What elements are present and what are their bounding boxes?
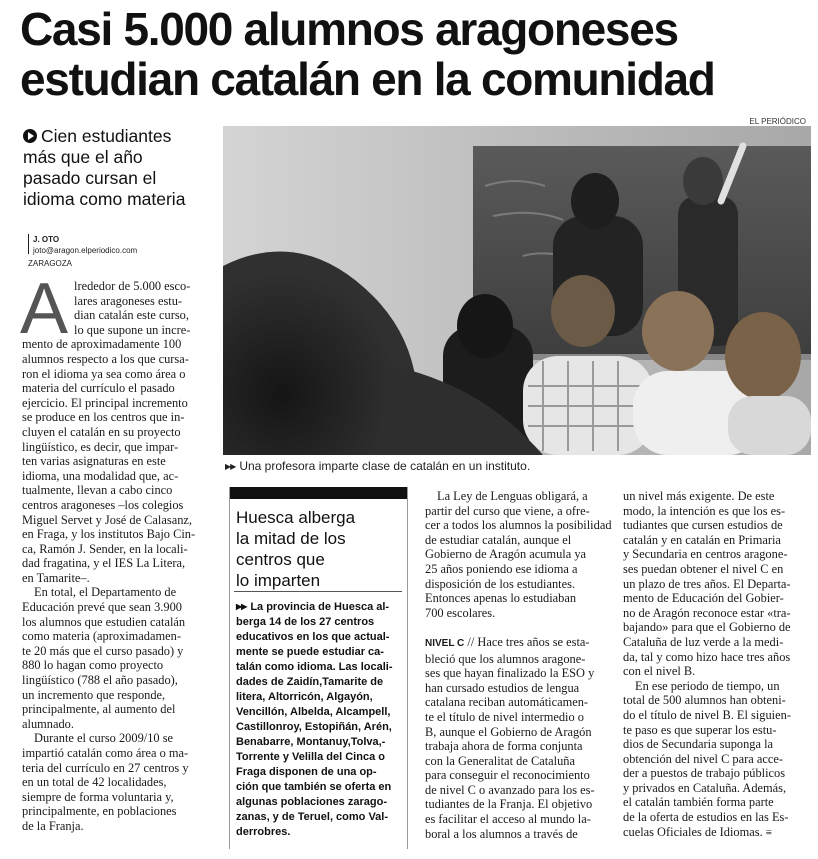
article-paragraph-4: [425, 489, 610, 620]
text-line: han cursado estudios de lengua: [425, 680, 580, 695]
sidebar-line: dades de Zaidín,Tamarite de: [236, 676, 384, 688]
text-line: como materia (aproximadamen-: [22, 629, 181, 644]
sidebar-top-bar: [230, 487, 407, 499]
text-line: un incremento que responde,: [22, 687, 166, 702]
text-line: principalmente, en poblaciones: [22, 804, 177, 819]
text-line: trabaja ahora de forma conjunta: [425, 739, 583, 754]
text-line: do el título de nivel B. El siguien-: [623, 707, 791, 722]
headline-line-2: estudian catalán en la comunidad: [20, 53, 715, 105]
sidebar-line: algunas poblaciones zarago-: [236, 796, 387, 808]
text-line: un nivel más exigente. De este: [623, 489, 775, 503]
text-line: cuelas Oficiales de Idiomas.: [623, 824, 763, 839]
dropcap: A: [20, 269, 69, 349]
text-line: boral a los alumnos a través de: [425, 826, 578, 841]
play-icon: [23, 129, 37, 143]
text-line: materia del currículo el pasado: [22, 381, 175, 396]
article-column-1: [20, 269, 215, 834]
text-line: cer a todos los alumnos la posibilidad: [425, 518, 612, 533]
sidebar-title-line: Huesca alberga: [236, 508, 356, 527]
text-line: de la Franja.: [22, 818, 84, 833]
text-line: Durante el curso 2009/10 se: [34, 731, 174, 746]
text-line: En ese periodo de tiempo, un: [635, 678, 780, 693]
sidebar-line: Vencillón, Albelda, Alcampell,: [236, 706, 391, 718]
sidebar-line: Benabarre, Montanuy,Tolva,-: [236, 736, 386, 748]
text-line: teria del currículo en 27 centros y: [22, 760, 189, 775]
text-line: La Ley de Lenguas obligará, a: [437, 489, 588, 503]
text-line: con el nivel B.: [623, 664, 696, 679]
text-line: no de Aragón reconoce estar «tra-: [623, 605, 791, 620]
text-line: tudiantes de la Franja. El objetivo: [425, 797, 593, 812]
sidebar-title-line: lo imparten: [236, 571, 321, 590]
sidebar-line: mente se puede estudiar ca-: [236, 646, 384, 658]
text-line: te paso es que superar los estu-: [623, 722, 777, 737]
sidebar-box: [229, 487, 408, 849]
sidebar-line: berga 14 de los 27 centros: [236, 616, 375, 628]
text-line: Educación prevé que sean 3.900: [22, 600, 182, 615]
text-line: los alumnos que estudien catalán: [22, 614, 186, 629]
text-line: lrededor de 5.000 esco-: [74, 279, 191, 293]
text-line: 25 años poniendo ese idioma a: [425, 561, 578, 576]
text-line: centros aragoneses –los colegios: [22, 497, 184, 512]
text-line: 880 lo hagan como proyecto: [22, 658, 164, 673]
photo-caption: [225, 459, 810, 473]
text-line: siempre de forma voluntaria y,: [22, 789, 174, 804]
article-paragraph-1: [20, 269, 215, 585]
text-line: modo, la intención es que los es-: [623, 503, 786, 518]
text-line: idioma, una modalidad que, ac-: [22, 468, 179, 483]
classroom-photo: [223, 126, 811, 455]
text-line: Cataluña de luz verde a la medi-: [623, 634, 784, 649]
text-line: ses que hayan finalizado la ESO y: [425, 666, 595, 681]
byline-email[interactable]: joto@aragon.elperiodico.com: [33, 246, 138, 255]
headline-line-1: Casi 5.000 alumnos aragoneses: [20, 3, 678, 55]
text-line: En total, el Departamento de: [34, 585, 177, 600]
text-line: obtención del nivel C para acce-: [623, 751, 783, 766]
text-line: para conseguir el reconocimiento: [425, 768, 590, 783]
article-column-3: [425, 489, 610, 841]
double-arrow-icon: ▶▶: [236, 602, 247, 611]
text-line: y privados en Cataluña. Además,: [623, 780, 787, 795]
text-line: con la Generalitat de Cataluña: [425, 753, 575, 768]
text-line: en Tamarite–.: [22, 570, 90, 585]
double-arrow-icon: ▶▶: [225, 462, 236, 471]
article-paragraph-6: [623, 489, 809, 679]
text-line: Entonces apenas lo estudiaban: [425, 591, 577, 606]
end-of-article-icon: ≡: [765, 826, 773, 839]
sidebar-title-line: centros que: [236, 550, 325, 569]
text-line: se produce en los centros que in-: [22, 410, 185, 425]
subheadline-line: Cien estudiantes: [41, 126, 172, 146]
text-line: ron el idioma ya sea como área o: [22, 366, 186, 381]
text-line: ejercicio. El principal incremento: [22, 395, 188, 410]
headline: [20, 4, 810, 104]
text-line: alumnos respecto a los que cursa-: [22, 351, 189, 366]
article-paragraph-3: [22, 731, 215, 833]
text-line: dian catalán este curso,: [74, 308, 189, 323]
sidebar-line: ción que también se oferta en: [236, 781, 392, 793]
text-line: lares aragoneses estu-: [74, 293, 183, 308]
text-line: te el título de nivel intermedio o: [425, 709, 584, 724]
text-line: der a puestos de trabajo públicos: [623, 766, 786, 781]
text-line: ses puedan obtener el nivel C en: [623, 561, 784, 576]
article-paragraph-5: [425, 635, 610, 841]
sidebar-title-line: la mitad de los: [236, 529, 346, 548]
photo-caption-text: Una profesora imparte clase de catalán en un instituto.: [239, 459, 531, 473]
sidebar-line: Torrente y Velilla del Cinca o: [236, 751, 385, 763]
classroom-photo-illustration: [223, 126, 811, 455]
text-line: tualmente, llevan a cabo cinco: [22, 483, 173, 498]
text-line: bajando» para que el Gobierno de: [623, 620, 791, 635]
sidebar-title: [236, 507, 404, 591]
text-line: Gobierno de Aragón acumula ya: [425, 547, 587, 562]
text-line: total de 500 alumnos han obteni-: [623, 693, 786, 708]
text-line: lingüístico, es decir, que impar-: [22, 439, 179, 454]
article-paragraph-7: [623, 679, 809, 841]
text-line: el catalán también forma parte: [623, 795, 774, 810]
text-line: disposición de los estudiantes.: [425, 576, 576, 591]
text-line: alumnado.: [22, 716, 74, 731]
article-column-4: [623, 489, 809, 840]
sidebar-line: Fraga disponen de una op-: [236, 766, 377, 778]
sidebar-line: zanas, y de Teruel, como Val-: [236, 811, 389, 823]
text-line: dios de Secundaria suponga la: [623, 737, 774, 752]
text-line: catalana reciban automáticamen-: [425, 695, 589, 710]
text-line: impartió catalán como área o ma-: [22, 746, 189, 760]
text-line: da, tal y como hizo hace tres años: [623, 649, 791, 664]
byline-location: ZARAGOZA: [28, 259, 73, 268]
text-line: cluyen el catalán en su proyecto: [22, 424, 181, 439]
photo-credit: EL PERIÓDICO: [749, 117, 806, 126]
text-line: de estudiar catalán, aunque el: [425, 532, 572, 547]
text-line: te 20 más que el curso pasado) y: [22, 643, 184, 658]
text-line: ten varias asignaturas en este: [22, 454, 166, 469]
text-line: 700 escolares.: [425, 605, 496, 620]
article-paragraph-2: [22, 585, 215, 731]
sidebar-line: derrobres.: [236, 826, 291, 838]
text-line: de la oferta de estudios en las Es-: [623, 810, 789, 825]
text-line: Hace tres años se esta-: [477, 634, 590, 649]
text-line: de nivel C o avanzado para los es-: [425, 782, 595, 797]
text-line: en Fraga, y los institutos Bajo Cin-: [22, 527, 196, 542]
text-line: tudiantes que cursen estudios de: [623, 518, 783, 533]
sidebar-line: talán como idioma. Las locali-: [236, 661, 393, 673]
section-label-nivel-c: NIVEL C: [425, 637, 465, 649]
subheadline: [23, 126, 218, 210]
text-line: dad fragatina, y el IES La Litera,: [22, 556, 186, 571]
text-line: bleció que los alumnos aragone-: [425, 651, 586, 666]
sidebar-body: [236, 599, 403, 840]
section-separator: //: [467, 634, 475, 649]
text-line: y Secundaria en centros aragone-: [623, 547, 788, 562]
text-line: mento de aproximadamente 100: [22, 337, 182, 352]
text-line: lo que supone un incre-: [74, 322, 191, 337]
text-line: es facilitar el acceso al mundo la-: [425, 812, 591, 827]
text-line: B, aunque el Gobierno de Aragón: [425, 724, 592, 739]
text-line: mento de Educación del Gobier-: [623, 591, 784, 606]
subheadline-line: pasado cursan el: [23, 168, 157, 188]
sidebar-line: educativos en los que actual-: [236, 631, 390, 643]
text-line: en un total de 42 localidades,: [22, 775, 167, 790]
text-line: partir del curso que viene, a ofre-: [425, 503, 590, 518]
subheadline-line: idioma como materia: [23, 189, 186, 209]
text-line: Miguel Servet y José de Calasanz,: [22, 512, 192, 527]
text-line: lingüístico (788 el año pasado),: [22, 673, 178, 688]
sidebar-line: Castillonroy, Estopiñán, Arén,: [236, 721, 392, 733]
subheadline-line: más que el año: [23, 147, 143, 167]
byline-author: J. OTO: [33, 235, 60, 244]
sidebar-divider: [234, 591, 402, 592]
sidebar-line: La provincia de Huesca al-: [250, 601, 390, 613]
text-line: un plazo de tres años. El Departa-: [623, 576, 791, 591]
sidebar-line: litera, Altorricón, Algayón,: [236, 691, 373, 703]
byline: [28, 234, 138, 269]
text-line: principalmente, al aumento del: [22, 702, 176, 717]
text-line: ca, Ramón J. Sender, en la locali-: [22, 541, 188, 556]
text-line: catalán y en catalán en Primaria: [623, 532, 781, 547]
